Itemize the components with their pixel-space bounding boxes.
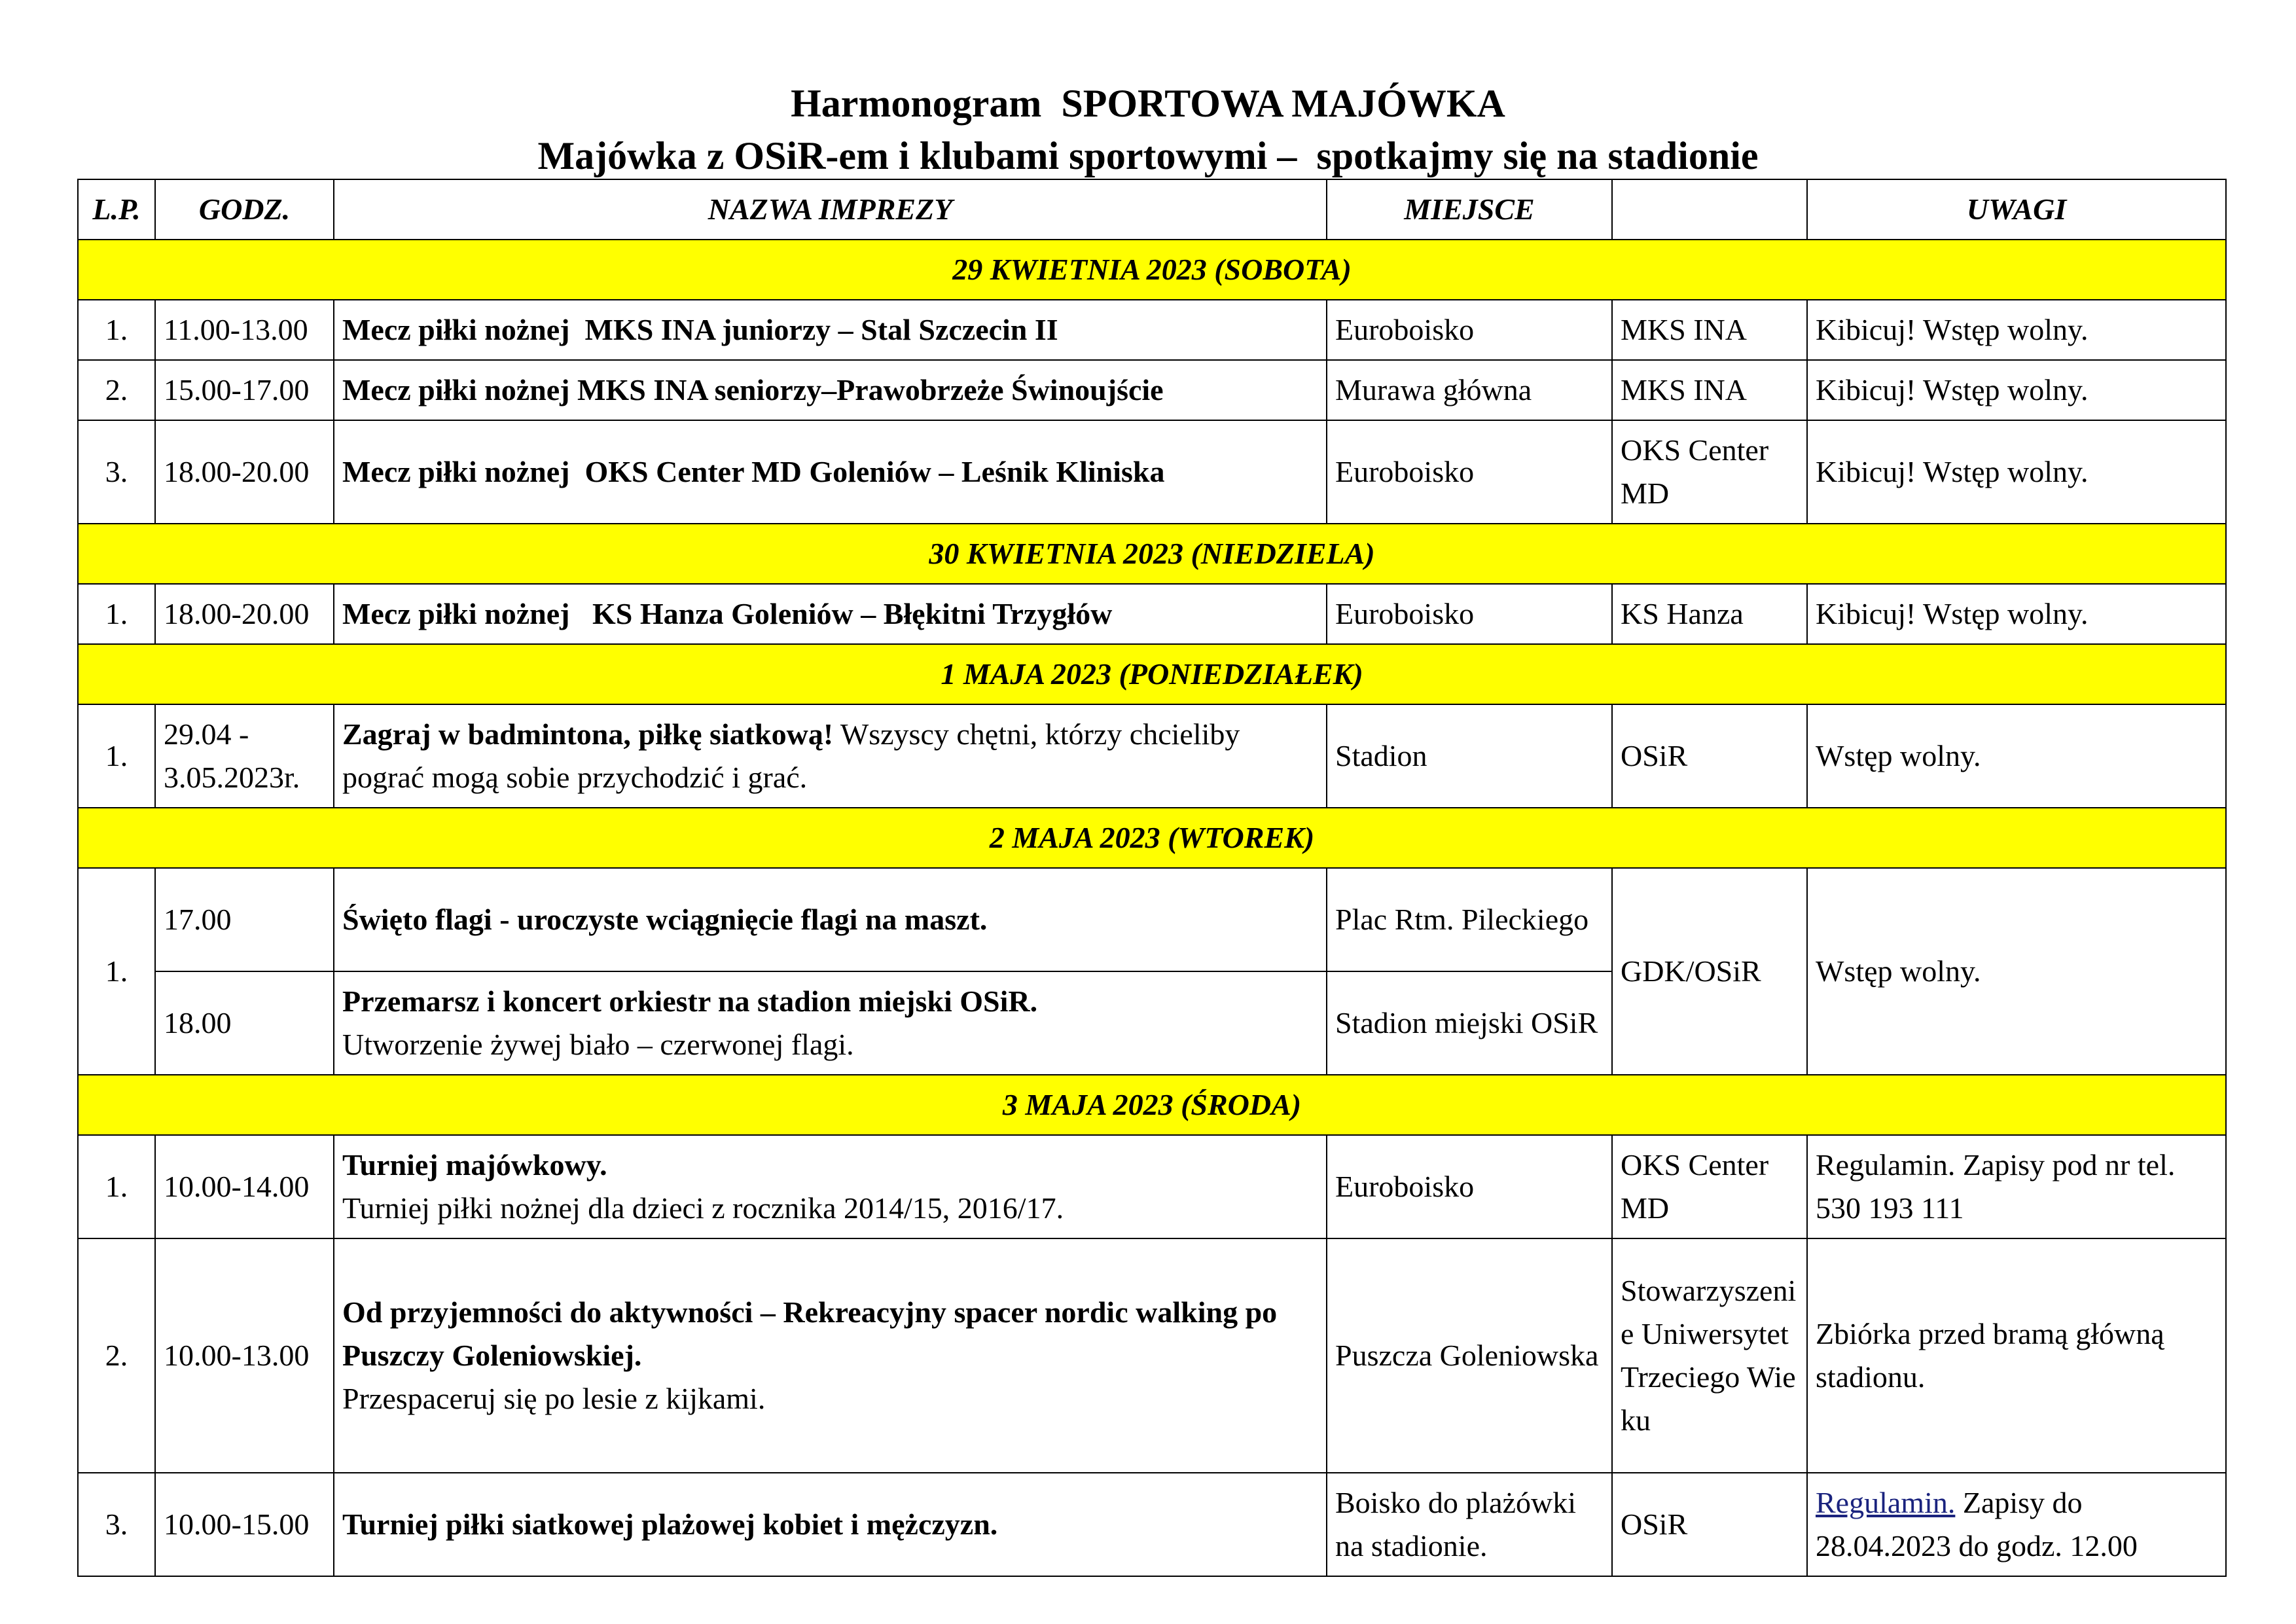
row-time: 18.00-20.00 (155, 420, 334, 524)
table-row (78, 704, 2226, 808)
row-organizer: Stowarzyszenie Uniwersytet Trzeciego Wieku (1612, 1238, 1807, 1473)
row-organizer: OKS Center MD (1612, 420, 1807, 524)
table-row (78, 1473, 2226, 1576)
row-time: 10.00-14.00 (155, 1135, 334, 1238)
day-header-row (78, 808, 2226, 868)
row-time: 18.00-20.00 (155, 584, 334, 644)
table-row (78, 1238, 2226, 1473)
header-place: MIEJSCE (1327, 179, 1612, 240)
row-place: Puszcza Goleniowska (1327, 1238, 1612, 1473)
table-header-row (78, 179, 2226, 240)
row-lp: 1. (78, 1135, 155, 1238)
event-title: Przemarsz i koncert orkiestr na stadion miejski OSiR. (342, 984, 1038, 1018)
row-organizer: MKS INA (1612, 300, 1807, 360)
row-lp: 1. (78, 868, 155, 1075)
row-event (334, 360, 1327, 420)
row-place: Euroboisko (1327, 300, 1612, 360)
row-place: Murawa główna (1327, 360, 1612, 420)
table-row (78, 1135, 2226, 1238)
row-lp: 1. (78, 300, 155, 360)
row-organizer: MKS INA (1612, 360, 1807, 420)
event-title: Mecz piłki nożnej MKS INA juniorzy – Stal Szczecin II (342, 313, 1058, 346)
row-organizer: OSiR (1612, 1473, 1807, 1576)
row-lp: 3. (78, 1473, 155, 1576)
row-lp: 1. (78, 704, 155, 808)
day-label: 2 MAJA 2023 (WTOREK) (78, 808, 2226, 868)
row-place: Stadion miejski OSiR (1327, 971, 1612, 1075)
row-event (334, 868, 1327, 971)
row-place: Euroboisko (1327, 1135, 1612, 1238)
day-label: 3 MAJA 2023 (ŚRODA) (78, 1075, 2226, 1135)
row-notes: Kibicuj! Wstęp wolny. (1807, 300, 2226, 360)
row-event (334, 704, 1327, 808)
row-notes: Zbiórka przed bramą główną stadionu. (1807, 1238, 2226, 1473)
row-time: 17.00 (155, 868, 334, 971)
row-time: 15.00-17.00 (155, 360, 334, 420)
notes-text: Zapisy do 28.04.2023 do godz. 12.00 (1816, 1486, 2138, 1562)
header-lp: L.P. (78, 179, 155, 240)
row-notes: Regulamin. Zapisy pod nr tel. 530 193 111 (1807, 1135, 2226, 1238)
table-row (78, 360, 2226, 420)
document-title: Harmonogram SPORTOWA MAJÓWKA (791, 82, 1505, 125)
row-time: 10.00-13.00 (155, 1238, 334, 1473)
row-time: 18.00 (155, 971, 334, 1075)
event-title: Mecz piłki nożnej OKS Center MD Goleniów – Leśnik Kliniska (342, 455, 1165, 488)
day-label: 30 KWIETNIA 2023 (NIEDZIELA) (78, 524, 2226, 584)
row-time: 10.00-15.00 (155, 1473, 334, 1576)
table-row (78, 868, 2226, 971)
event-title: Turniej piłki siatkowej plażowej kobiet i mężczyzn. (342, 1507, 998, 1541)
table-row (78, 300, 2226, 360)
row-time: 11.00-13.00 (155, 300, 334, 360)
header-event: NAZWA IMPREZY (334, 179, 1327, 240)
document-subtitle: Majówka z OSiR-em i klubami sportowymi – spotkajmy się na stadionie (537, 134, 1759, 177)
event-description: Przespaceruj się po lesie z kijkami. (342, 1382, 766, 1415)
header-notes: UWAGI (1807, 179, 2226, 240)
row-event (334, 420, 1327, 524)
row-place: Euroboisko (1327, 584, 1612, 644)
row-event (334, 300, 1327, 360)
day-header-row (78, 644, 2226, 704)
document-header (0, 77, 2296, 182)
event-description: Wszyscy chętni, którzy chcieliby pograć mogą sobie przychodzić i grać. (342, 717, 1240, 794)
header-organizer (1612, 179, 1807, 240)
day-header-row (78, 1075, 2226, 1135)
event-title: Mecz piłki nożnej KS Hanza Goleniów – Błękitni Trzygłów (342, 597, 1113, 630)
row-organizer: OKS Center MD (1612, 1135, 1807, 1238)
row-notes: Wstęp wolny. (1807, 868, 2226, 1075)
row-event (334, 1238, 1327, 1473)
row-event (334, 971, 1327, 1075)
table-row (78, 584, 2226, 644)
row-notes (1807, 1473, 2226, 1576)
schedule-table (77, 179, 2227, 1577)
header-time: GODZ. (155, 179, 334, 240)
day-header-row (78, 524, 2226, 584)
row-notes: Wstęp wolny. (1807, 704, 2226, 808)
row-place: Boisko do plażówki na stadionie. (1327, 1473, 1612, 1576)
day-label: 29 KWIETNIA 2023 (SOBOTA) (78, 240, 2226, 300)
row-place: Stadion (1327, 704, 1612, 808)
event-title: Od przyjemności do aktywności – Rekreacyjny spacer nordic walking po Puszczy Goleniowskiej. (342, 1295, 1278, 1372)
row-time: 29.04 - 3.05.2023r. (155, 704, 334, 808)
row-event (334, 1135, 1327, 1238)
row-notes: Kibicuj! Wstęp wolny. (1807, 420, 2226, 524)
row-lp: 2. (78, 360, 155, 420)
row-notes: Kibicuj! Wstęp wolny. (1807, 360, 2226, 420)
row-lp: 1. (78, 584, 155, 644)
row-place: Plac Rtm. Pileckiego (1327, 868, 1612, 971)
day-label: 1 MAJA 2023 (PONIEDZIAŁEK) (78, 644, 2226, 704)
row-organizer: OSiR (1612, 704, 1807, 808)
row-lp: 2. (78, 1238, 155, 1473)
row-organizer: KS Hanza (1612, 584, 1807, 644)
row-organizer: GDK/OSiR (1612, 868, 1807, 1075)
event-title: Święto flagi - uroczyste wciągnięcie flagi na maszt. (342, 903, 988, 936)
row-event (334, 584, 1327, 644)
event-title: Zagraj w badmintona, piłkę siatkową! (342, 717, 834, 751)
day-header-row (78, 240, 2226, 300)
table-row (78, 420, 2226, 524)
event-description: Turniej piłki nożnej dla dzieci z rocznika 2014/15, 2016/17. (342, 1191, 1064, 1225)
row-notes: Kibicuj! Wstęp wolny. (1807, 584, 2226, 644)
row-event (334, 1473, 1327, 1576)
regulations-link[interactable]: Regulamin. (1816, 1486, 1956, 1519)
row-lp: 3. (78, 420, 155, 524)
event-title: Mecz piłki nożnej MKS INA seniorzy–Prawobrzeże Świnoujście (342, 373, 1164, 406)
row-place: Euroboisko (1327, 420, 1612, 524)
event-description: Utworzenie żywej biało – czerwonej flagi. (342, 1028, 854, 1061)
event-title: Turniej majówkowy. (342, 1148, 607, 1182)
